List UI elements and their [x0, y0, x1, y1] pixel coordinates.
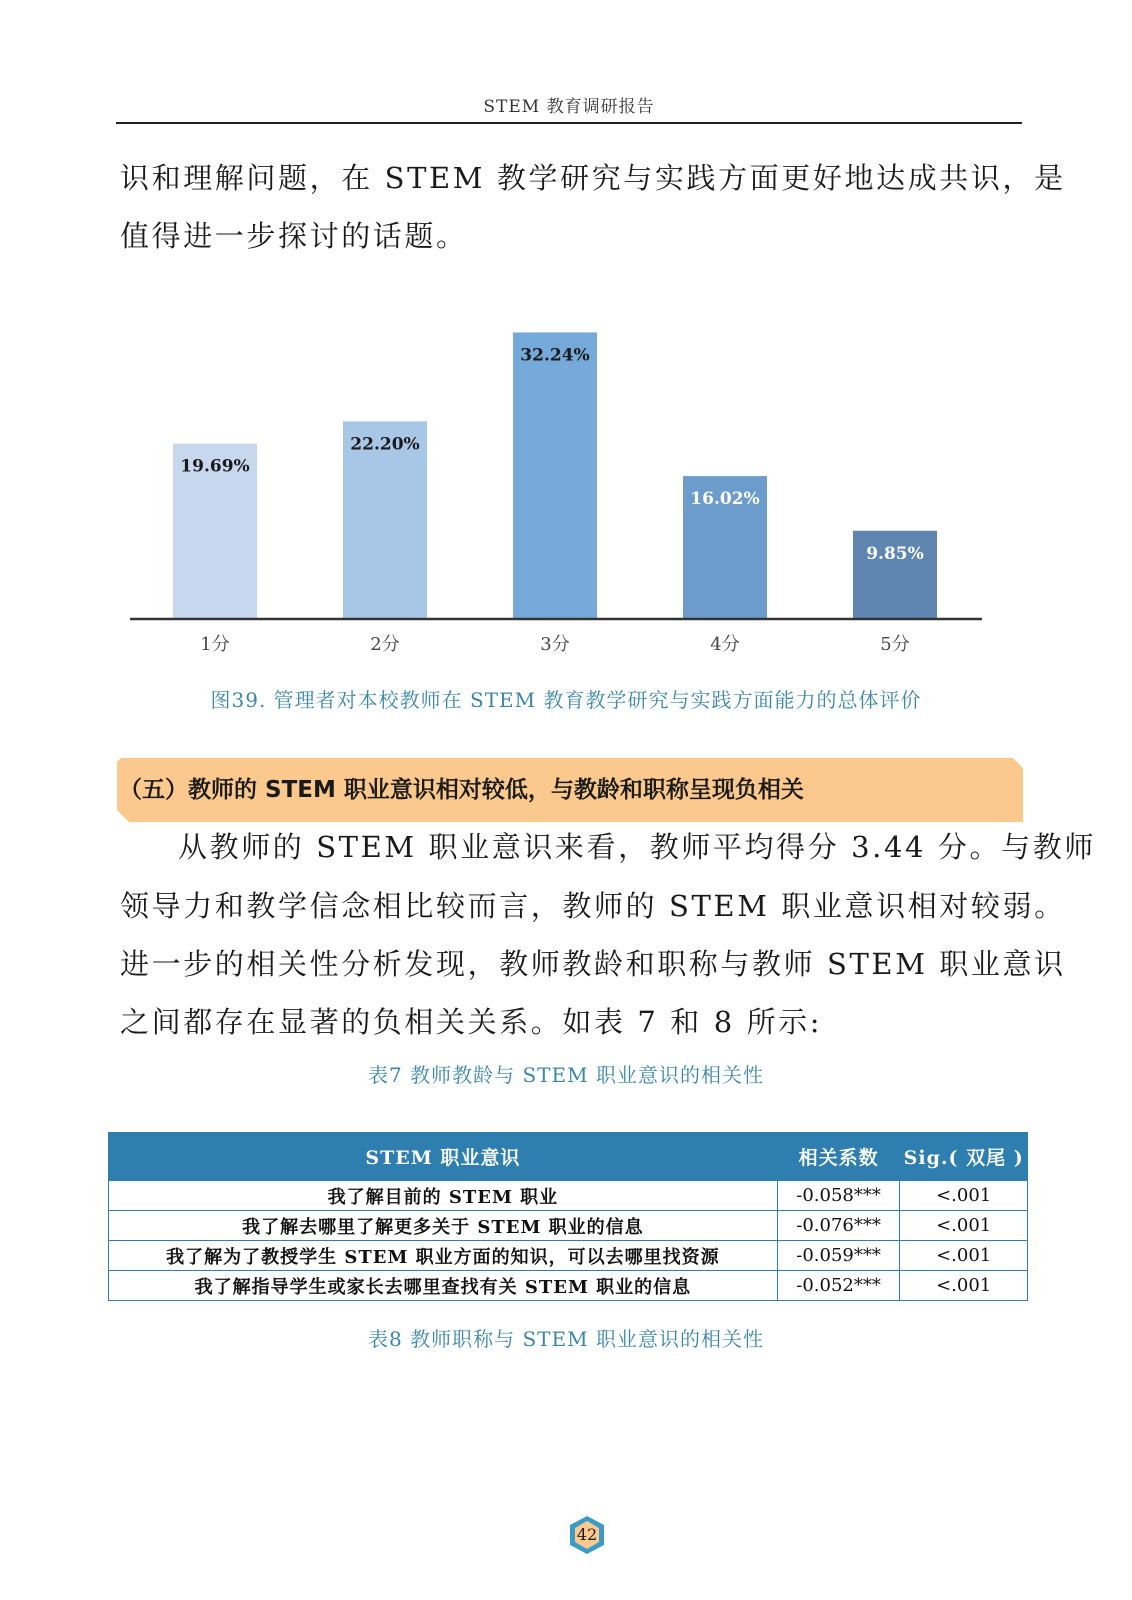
body-line-1: [120, 825, 1096, 866]
section-title: （五）教师的 STEM 职业意识相对较低，与教龄和职称呈现负相关: [119, 777, 804, 803]
chart-canvas: [120, 300, 1020, 680]
table-row: [109, 1181, 1028, 1211]
table-row: [109, 1271, 1028, 1301]
x-tick-label: 3分: [540, 634, 570, 655]
intro-line-1: 识和理解问题，在 STEM 教学研究与实践方面更好地达成共识，是: [120, 161, 1066, 195]
table7-coef: -0.076***: [777, 1211, 900, 1241]
table7-sig: <.001: [900, 1241, 1028, 1271]
page-header: [116, 92, 1022, 124]
x-tick-label: 5分: [880, 634, 910, 655]
table7-coef: -0.059***: [777, 1241, 900, 1271]
bar-value-label: 32.24%: [520, 345, 590, 366]
table7-header-coef: 相关系数: [777, 1133, 900, 1181]
bar-value-label: 16.02%: [690, 489, 760, 510]
table7-item: 我了解去哪里了解更多关于 STEM 职业的信息: [109, 1211, 778, 1241]
table7-item: 我了解目前的 STEM 职业: [109, 1181, 778, 1211]
table7-header-sig: Sig.( 双尾 ): [900, 1133, 1028, 1181]
header-title: STEM 教育调研报告: [483, 97, 655, 117]
body-line-4: 之间都存在显著的负相关关系。如表 7 和 8 所示:: [120, 1005, 823, 1039]
table7-caption: 表7 教师教龄与 STEM 职业意识的相关性: [368, 1063, 764, 1087]
x-tick-label: 4分: [710, 634, 740, 655]
table-row: [109, 1241, 1028, 1271]
score-bar-chart: [120, 300, 1020, 680]
bar-value-label: 19.69%: [180, 456, 250, 477]
table7-header-item: STEM 职业意识: [109, 1133, 778, 1181]
body-line-2: 领导力和教学信念相比较而言，教师的 STEM 职业意识相对较弱。: [120, 889, 1066, 923]
table-row: [109, 1211, 1028, 1241]
table7: [108, 1132, 1028, 1301]
table7-coef: -0.058***: [777, 1181, 900, 1211]
bar-3: [513, 332, 597, 618]
section-banner: [117, 758, 1023, 822]
page-number-badge: [567, 1515, 607, 1555]
bar-value-label: 9.85%: [866, 543, 924, 564]
table7-item: 我了解为了教授学生 STEM 职业方面的知识，可以去哪里找资源: [109, 1241, 778, 1271]
table7-header-row: [109, 1133, 1028, 1181]
bar-value-label: 22.20%: [350, 434, 420, 455]
table7-item: 我了解指导学生或家长去哪里查找有关 STEM 职业的信息: [109, 1271, 778, 1301]
table8-caption: 表8 教师职称与 STEM 职业意识的相关性: [368, 1327, 764, 1351]
table7-coef: -0.052***: [777, 1271, 900, 1301]
body-line-3: 进一步的相关性分析发现，教师教龄和职称与教师 STEM 职业意识: [120, 947, 1066, 981]
x-tick-label: 2分: [370, 634, 400, 655]
x-tick-label: 1分: [200, 634, 230, 655]
figure-caption: 图39. 管理者对本校教师在 STEM 教育教学研究与实践方面能力的总体评价: [210, 688, 922, 712]
body-line-1-text: 从教师的 STEM 职业意识来看，教师平均得分 3.44 分。与教师: [178, 830, 1096, 864]
table7-sig: <.001: [900, 1271, 1028, 1301]
intro-line-2: 值得进一步探讨的话题。: [120, 219, 468, 253]
table7-sig: <.001: [900, 1211, 1028, 1241]
table7-sig: <.001: [900, 1181, 1028, 1211]
page-number: 42: [576, 1525, 598, 1544]
